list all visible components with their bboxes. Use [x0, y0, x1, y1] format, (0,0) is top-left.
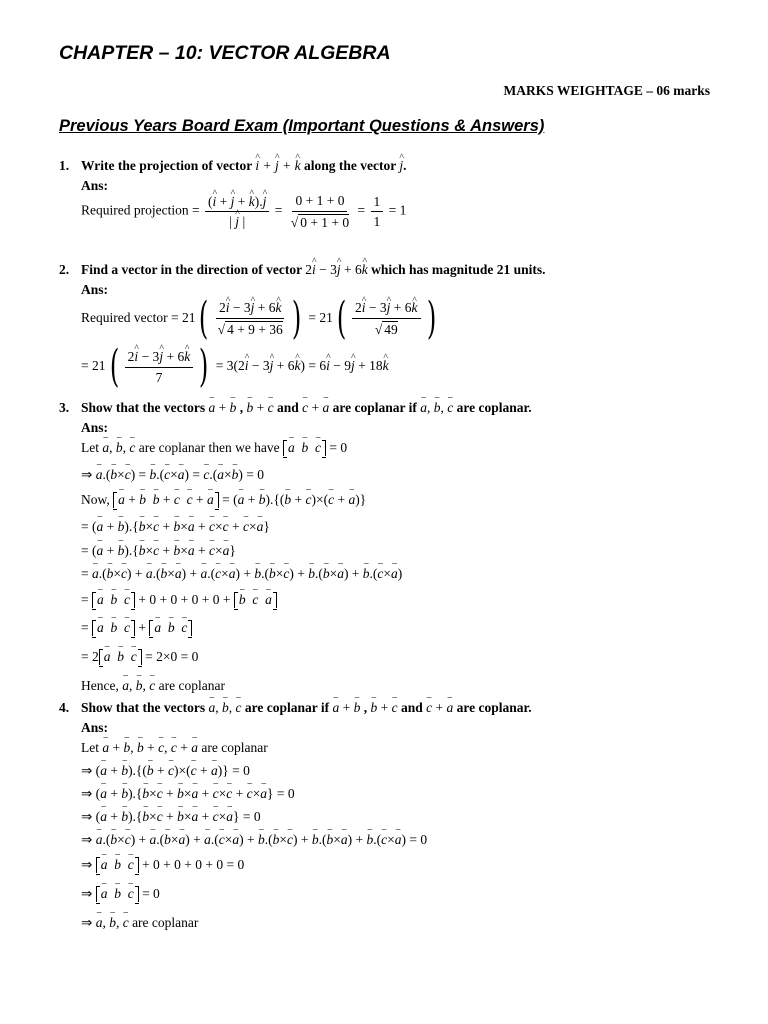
solution-line: = − a.(− b×− c) + − a.(− b×− a) + − a.(− c×− a) + − b.(− b×− c) + − b.(− b×− a) + − b.(− c×− a): [81, 566, 402, 582]
solution-label: Required projection: [81, 202, 189, 218]
solution-line: Required vector = 21( $\frac{2\^{} i - 3\^{} j + 6\^{} k}{√ 4 + 9 + 36}$ ) = 21( $\frac{2\^{} i - 3\^{} j + 6\^{} k}{√ 49}$ ): [81, 297, 440, 341]
question-text-part: and: [401, 700, 423, 715]
question-text: Show that the vectors − a + − b , − b + − c and − c + − a are coplanar if − a, − b, − c are coplanar.: [81, 400, 532, 416]
question-text-part: Show that the vectors: [81, 400, 206, 415]
solution-line: = 21( $\frac{2\^{} i - 3\^{} j + 6\^{} k}{7}$ ) = 3(2^ i − 3^ j + 6^ k) = 6^ i − 9^ j + 18^ k: [81, 345, 389, 389]
answer-label: Ans:: [81, 420, 109, 435]
solution-line: Now, − a + − b − b + − c − c + − a = (− a + − b).{(− b + − c)×(− c + − a)}: [81, 492, 366, 508]
question-number: 4.: [59, 700, 70, 715]
solution-line: ⇒ (− a + − b).{− b×− c + − b×− a + − c×− a} = 0: [81, 809, 261, 825]
answer-label: Ans:: [81, 178, 109, 193]
solution-label: Required vector: [81, 310, 168, 326]
question-text: Write the projection of vector ^ i + ^ j + ^ k along the vector ^ j.: [81, 158, 406, 174]
question-text-part: are coplanar if: [244, 700, 330, 715]
solution-line: ⇒ − a.(− b×− c) + − a.(− b×− a) + − a.(− c×− a) + − b.(− b×− c) + − b.(− b×− a) + − b.(− c×− a) = 0: [81, 832, 427, 848]
question-text-part: are coplanar if: [332, 400, 417, 415]
solution-line: = − a − b − c + 0 + 0 + 0 + 0 + − b − c − a: [81, 592, 277, 608]
question-number: 2.: [59, 262, 70, 277]
question-number: 1.: [59, 158, 70, 173]
solution-line: ⇒ − a.(− b×− c) = − b.(− c×− a) = − c.(− a×− b) = 0: [81, 467, 264, 483]
chapter-title: CHAPTER – 10: VECTOR ALGEBRA: [59, 42, 391, 64]
solution-line: ⇒ − a − b − c = 0: [81, 886, 160, 902]
solution-line: Let − a, − b, − c are coplanar then we have − a − b − c = 0: [81, 440, 347, 456]
solution-word: are coplanar then we have: [138, 440, 280, 455]
solution-line: Required projection = $\frac{(\^{} i + \^{} j + \^{} k).\^{} j}{| \^{} j |}$ = $\frac{0 + 1 + 0}{√ 0 + 1 + 0}$ = $\frac{1}{1}$ = 1: [81, 193, 406, 230]
solution-word: are coplanar: [132, 915, 199, 930]
question-text-part: and: [277, 400, 299, 415]
solution-word: Let: [81, 740, 99, 755]
question-text-part: Write the projection of vector: [81, 158, 252, 173]
question-text-part: Find a vector in the direction of vector: [81, 262, 302, 277]
marks-weightage: MARKS WEIGHTAGE – 06 marks: [503, 83, 710, 98]
solution-word: Now,: [81, 492, 110, 507]
solution-word: are coplanar: [158, 678, 225, 693]
solution-line: = 2− a − b − c = 2×0 = 0: [81, 649, 198, 665]
answer-label: Ans:: [81, 282, 109, 297]
solution-line: = (− a + − b).{− b×− c + − b×− a + − c×− a}: [81, 543, 236, 559]
question-text-part: are coplanar.: [456, 700, 532, 715]
solution-word: Hence,: [81, 678, 119, 693]
solution-line: Hence, − a, − b, − c are coplanar: [81, 678, 225, 694]
answer-label: Ans:: [81, 720, 109, 735]
question-text-part: along the vector: [303, 158, 396, 173]
solution-line: Let − a + − b, − b + − c, − c + − a are coplanar: [81, 740, 268, 756]
question-number: 3.: [59, 400, 70, 415]
solution-line: = (− a + − b).{− b×− c + − b×− a + − c×− c + − c×− a}: [81, 519, 270, 535]
question-text: Show that the vectors − a, − b, − c are coplanar if − a + − b , − b + − c and − c + − a are coplanar.: [81, 700, 532, 716]
solution-word: Let: [81, 440, 99, 455]
question-text-part: which has magnitude 21 units.: [371, 262, 546, 277]
question-text-part: are coplanar.: [456, 400, 532, 415]
solution-line: ⇒ (− a + − b).{(− b + − c)×(− c + − a)} = 0: [81, 763, 250, 779]
solution-line: = − a − b − c + − a − b − c: [81, 620, 192, 636]
question-text-part: Show that the vectors: [81, 700, 206, 715]
section-subtitle: Previous Years Board Exam (Important Questions & Answers): [59, 117, 545, 135]
solution-line: ⇒ − a, − b, − c are coplanar: [81, 915, 198, 931]
question-text: Find a vector in the direction of vector 2^ i − 3^ j + 6^ k which has magnitude 21 units.: [81, 262, 546, 278]
solution-word: are coplanar: [201, 740, 268, 755]
solution-line: ⇒ − a − b − c + 0 + 0 + 0 + 0 = 0: [81, 857, 244, 873]
solution-line: ⇒ (− a + − b).{− b×− c + − b×− a + − c×− c + − c×− a} = 0: [81, 786, 295, 802]
